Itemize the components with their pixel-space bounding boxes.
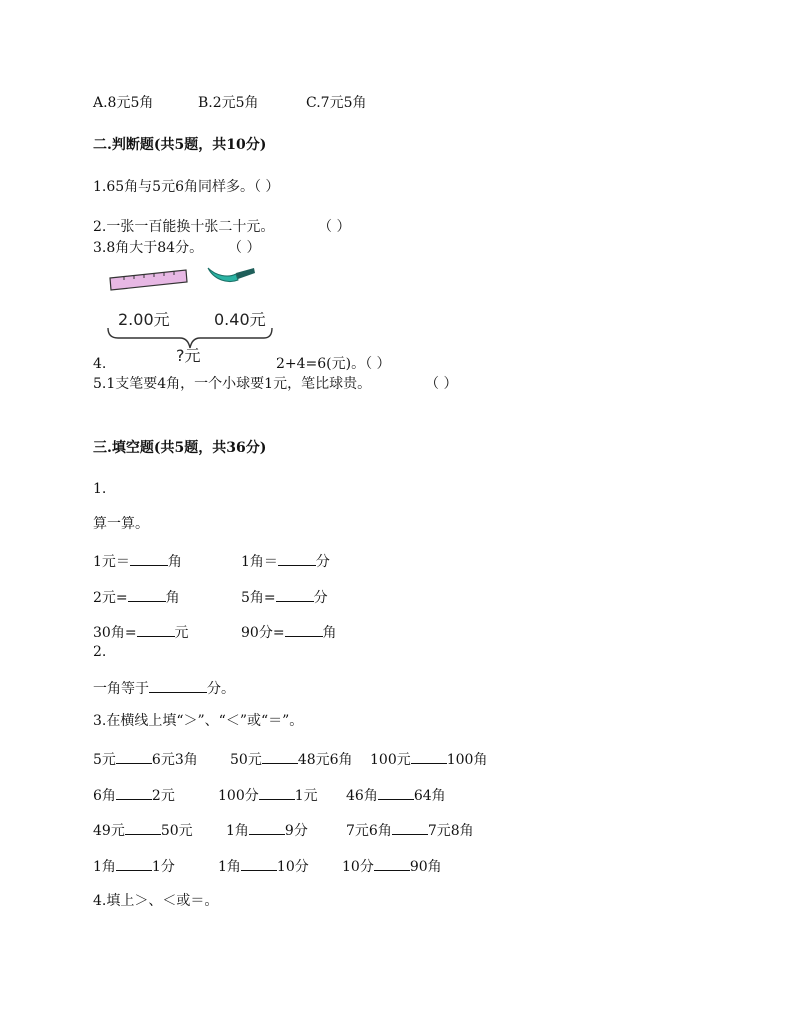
answer-blank[interactable] [262, 751, 298, 764]
fill-q4-title: 4.填上＞、＜或＝。 [93, 893, 219, 909]
compare-item: 7元6角 7元8角 [346, 823, 474, 839]
compare-item: 46角 64角 [346, 788, 446, 804]
section-3-title: 三.填空题(共5题，共36分) [93, 440, 267, 456]
money-picture [104, 258, 276, 370]
answer-blank[interactable] [259, 787, 295, 800]
compare-item: 50元 48元6角 [230, 752, 353, 768]
option-c: C.7元5角 [306, 95, 367, 111]
fill-q1-number: 1. [93, 481, 107, 497]
compare-item: 10分 90角 [342, 859, 442, 875]
judge-q2: 2.一张一百能换十张二十元。 [93, 219, 275, 235]
fill-q1-intro: 算一算。 [93, 516, 149, 532]
judge-q4-number: 4. [93, 356, 107, 372]
fill-q3-title: 3.在横线上填“＞”、“＜”或“＝”。 [93, 713, 304, 729]
compare-item: 5元 6元3角 [93, 752, 198, 768]
answer-blank[interactable] [374, 858, 410, 871]
answer-blank[interactable] [392, 822, 428, 835]
section-2-title: 二.判断题(共5题，共10分) [93, 137, 267, 153]
fill-q1-item: 30角= 元 [93, 625, 189, 641]
option-b: B.2元5角 [198, 95, 259, 111]
compare-item: 100元 100角 [370, 752, 488, 768]
answer-blank[interactable] [285, 624, 323, 637]
knife-icon [208, 268, 255, 282]
answer-blank[interactable] [130, 553, 168, 566]
fill-q2-number: 2. [93, 644, 107, 660]
fill-q2: 一角等于 分。 [93, 681, 235, 697]
brace-icon [108, 328, 272, 348]
answer-blank[interactable] [116, 787, 152, 800]
answer-blank[interactable] [241, 858, 277, 871]
answer-blank[interactable] [116, 751, 152, 764]
knife-price: 0.40元 [214, 310, 266, 329]
fill-q1-item: 5角= 分 [241, 590, 328, 606]
total-price: ?元 [176, 346, 201, 365]
judge-q3-paren[interactable]: （ ） [228, 240, 261, 256]
judge-q3: 3.8角大于84分。 [93, 240, 204, 256]
answer-blank[interactable] [278, 553, 316, 566]
judge-q4-text: 2+4=6(元)。（ ） [276, 356, 391, 372]
judge-q2-paren[interactable]: （ ） [318, 219, 351, 235]
compare-item: 1角 9分 [226, 823, 308, 839]
option-a: A.8元5角 [93, 95, 154, 111]
judge-q5: 5.1支笔要4角，一个小球要1元，笔比球贵。 [93, 376, 372, 392]
compare-item: 1角 10分 [218, 859, 309, 875]
fill-q1-item: 2元= 角 [93, 590, 180, 606]
answer-blank[interactable] [137, 624, 175, 637]
answer-blank[interactable] [149, 680, 207, 693]
ruler-icon [110, 270, 187, 290]
answer-blank[interactable] [378, 787, 414, 800]
answer-blank[interactable] [116, 858, 152, 871]
answer-blank[interactable] [411, 751, 447, 764]
compare-item: 49元 50元 [93, 823, 193, 839]
answer-blank[interactable] [276, 589, 314, 602]
fill-q1-item: 1元＝ 角 [93, 554, 182, 570]
ruler-price: 2.00元 [118, 310, 170, 329]
fill-q1-item: 1角＝ 分 [241, 554, 330, 570]
compare-item: 100分 1元 [218, 788, 318, 804]
answer-blank[interactable] [128, 589, 166, 602]
fill-q1-item: 90分= 角 [241, 625, 337, 641]
compare-item: 1角 1分 [93, 859, 175, 875]
judge-q5-paren[interactable]: （ ） [425, 376, 458, 392]
judge-q1: 1.65角与5元6角同样多。（ ） [93, 179, 280, 195]
compare-item: 6角 2元 [93, 788, 175, 804]
answer-blank[interactable] [249, 822, 285, 835]
answer-blank[interactable] [125, 822, 161, 835]
